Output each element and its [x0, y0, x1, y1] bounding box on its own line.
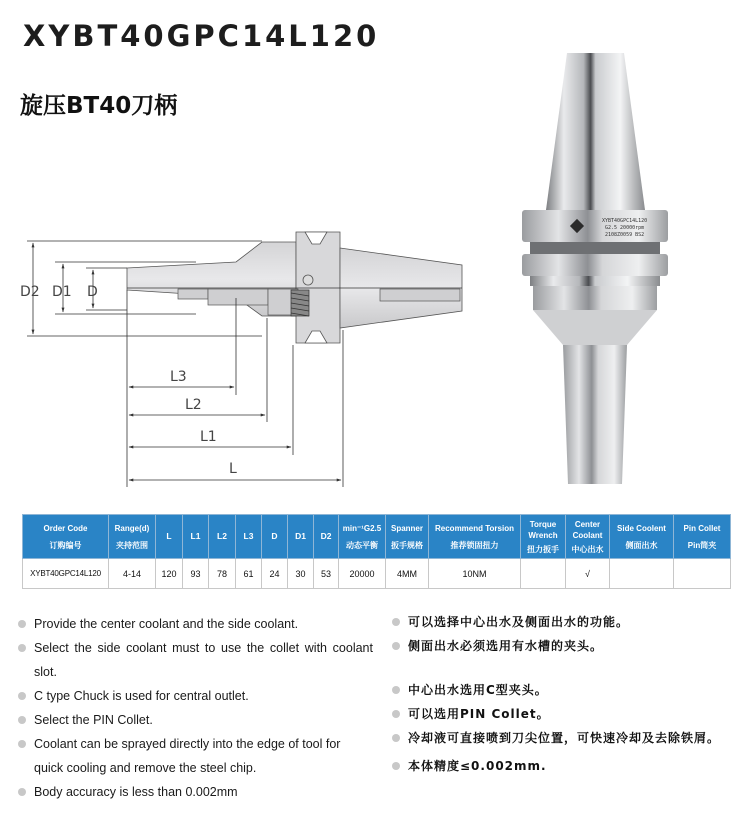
col-torque-wrench: Torque Wrench 扭力扳手: [521, 515, 566, 559]
table-row: [23, 559, 731, 589]
cell-balance: 20000: [339, 559, 386, 589]
cell-d2: 53: [314, 559, 339, 589]
bullet-icon: [18, 620, 26, 628]
features-list-cn: [392, 612, 737, 776]
col-range: Range(d) 夹持范围: [109, 515, 156, 559]
feature-item: C type Chuck is used for central outlet.: [18, 684, 373, 708]
col-spanner: Spanner 扳手规格: [386, 515, 429, 559]
col-d2: D2: [314, 515, 339, 559]
cell-l1: 93: [183, 559, 209, 589]
feature-item-cn: 可以选用PIN Collet。: [392, 704, 737, 724]
cell-torque-wrench: [521, 559, 566, 589]
spec-table: [22, 514, 731, 589]
features-list-en: [18, 612, 373, 804]
feature-item-cn: 侧面出水必须选用有水槽的夹头。: [392, 636, 737, 656]
cell-l: 120: [156, 559, 183, 589]
feature-item: Provide the center coolant and the side coolant.: [18, 612, 373, 636]
feature-item: Select the PIN Collet.: [18, 708, 373, 732]
feature-item-cn: 冷却液可直接喷到刀尖位置，可快速冷却及去除铁屑。: [392, 728, 737, 748]
feature-item: Select the side coolant must to use the collet with coolant slot.: [18, 636, 373, 684]
feature-item-cn: 可以选择中心出水及侧面出水的功能。: [392, 612, 737, 632]
col-l2: L2: [209, 515, 236, 559]
bullet-icon: [392, 710, 400, 718]
bullet-icon: [392, 762, 400, 770]
dim-label-l2: L2: [185, 397, 202, 413]
col-pin-collet: Pin Collet Pin筒夹: [674, 515, 731, 559]
technical-drawing: [0, 200, 480, 500]
feature-item-cn: 本体精度≤0.002mm.: [392, 756, 737, 776]
cell-spanner: 4MM: [386, 559, 429, 589]
cell-range: 4-14: [109, 559, 156, 589]
bullet-icon: [18, 788, 26, 796]
cell-center-coolant: √: [566, 559, 610, 589]
bullet-icon: [392, 618, 400, 626]
table-header-row: [23, 515, 731, 559]
cell-l2: 78: [209, 559, 236, 589]
cell-torsion: 10NM: [429, 559, 521, 589]
product-name-cn: 旋压BT40刀柄: [20, 93, 178, 119]
dim-label-l3: L3: [170, 369, 187, 385]
col-l: L: [156, 515, 183, 559]
cell-pin-collet: [674, 559, 731, 589]
bullet-icon: [392, 686, 400, 694]
col-l1: L1: [183, 515, 209, 559]
cell-d1: 30: [288, 559, 314, 589]
col-l3: L3: [236, 515, 262, 559]
cell-l3: 61: [236, 559, 262, 589]
dim-label-d2: D2: [20, 284, 40, 300]
dim-label-d: D: [87, 284, 98, 300]
feature-item-cn: 中心出水选用C型夹头。: [392, 680, 737, 700]
bullet-icon: [392, 642, 400, 650]
dim-label-l: L: [229, 461, 237, 477]
engraving-line-3: 2108Z0059 BS2: [605, 232, 645, 238]
bullet-icon: [18, 692, 26, 700]
col-recommend-torsion: Recommend Torsion 推荐锁固扭力: [429, 515, 521, 559]
model-code-title: XYBT40GPC14L120: [23, 19, 380, 53]
col-side-coolant: Side Coolent 侧面出水: [610, 515, 674, 559]
col-order-code: Order Code 订购编号: [23, 515, 109, 559]
bullet-icon: [18, 716, 26, 724]
feature-item: Coolant can be sprayed directly into the edge of tool for quick cooling and remove the steel chip.: [18, 732, 373, 780]
bullet-icon: [18, 644, 26, 652]
cell-d: 24: [262, 559, 288, 589]
dim-label-l1: L1: [200, 429, 217, 445]
col-d1: D1: [288, 515, 314, 559]
col-d: D: [262, 515, 288, 559]
bullet-icon: [392, 734, 400, 742]
col-center-coolant: Center Coolant 中心出水: [566, 515, 610, 559]
feature-item: Body accuracy is less than 0.002mm: [18, 780, 373, 804]
cell-order-code: XYBT40GPC14L120: [23, 559, 109, 589]
col-balance: min⁻¹G2.5 动态平衡: [339, 515, 386, 559]
cell-side-coolant: [610, 559, 674, 589]
dim-label-d1: D1: [52, 284, 72, 300]
engraving-line-1: XYBT40GPC14L120: [602, 218, 648, 224]
product-photo: [505, 30, 685, 500]
engraving-line-2: G2.5 20000rpm: [605, 225, 645, 231]
bullet-icon: [18, 740, 26, 748]
